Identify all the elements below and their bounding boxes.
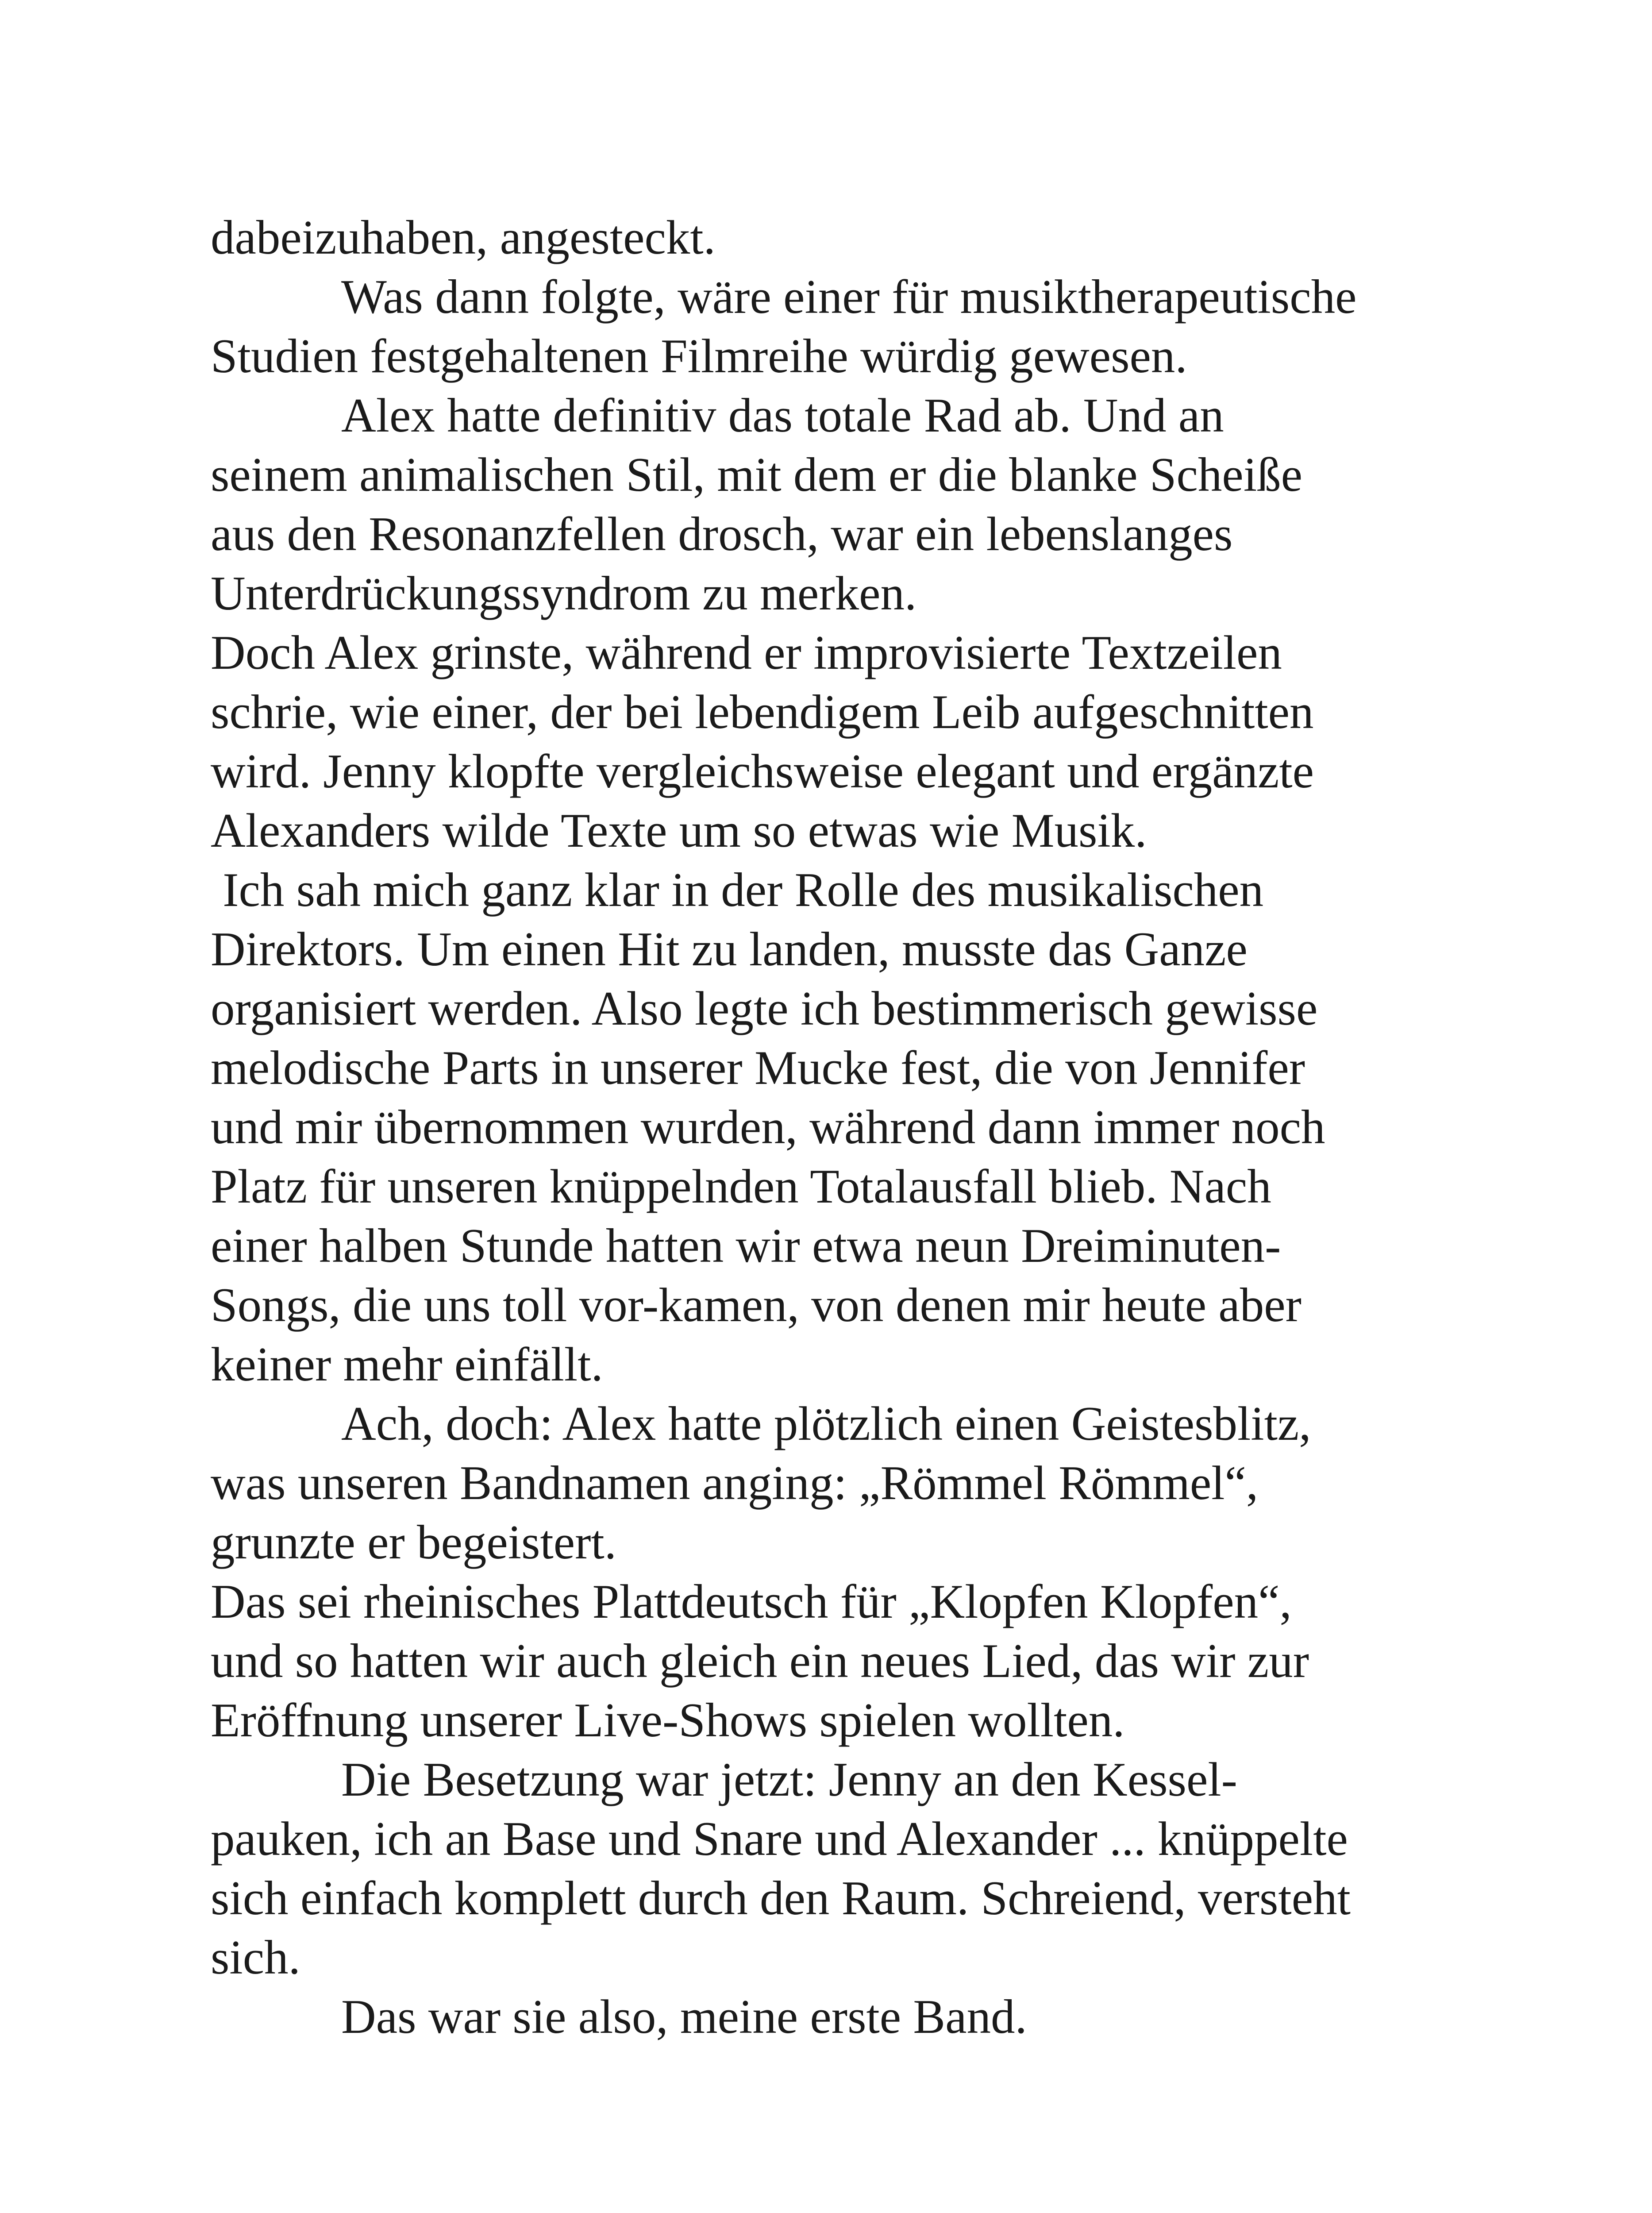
text-line: Alexanders wilde Texte um so etwas wie Musik. bbox=[211, 804, 1147, 857]
text-line: grunzte er begeistert. bbox=[211, 1515, 616, 1569]
text-line: Ich sah mich ganz klar in der Rolle des musikalischen bbox=[211, 863, 1264, 917]
text-line: Was dann folgte, wäre einer für musiktherapeutische bbox=[341, 270, 1357, 324]
text-line: dabeizuhaben, angesteckt. bbox=[211, 211, 716, 264]
text-line: schrie, wie einer, der bei lebendigem Leib aufgeschnitten bbox=[211, 685, 1314, 739]
text-line: wird. Jenny klopfte vergleichsweise elegant und ergänzte bbox=[211, 744, 1314, 798]
text-line: und so hatten wir auch gleich ein neues Lied, das wir zur bbox=[211, 1634, 1309, 1688]
text-line: aus den Resonanzfellen drosch, war ein lebenslanges bbox=[211, 507, 1233, 561]
text-line: organisiert werden. Also legte ich bestimmerisch gewisse bbox=[211, 982, 1318, 1035]
text-line: sich einfach komplett durch den Raum. Schreiend, versteht bbox=[211, 1871, 1351, 1925]
text-line: Direktors. Um einen Hit zu landen, musste das Ganze bbox=[211, 922, 1248, 976]
text-line: melodische Parts in unserer Mucke fest, die von Jennifer bbox=[211, 1041, 1305, 1095]
text-line: keiner mehr einfällt. bbox=[211, 1338, 603, 1391]
text-line: was unseren Bandnamen anging: „Römmel Römmel“, bbox=[211, 1456, 1259, 1510]
text-line: seinem animalischen Stil, mit dem er die blanke Scheiße bbox=[211, 448, 1302, 501]
text-line: Unterdrückungssyndrom zu merken. bbox=[211, 567, 917, 620]
text-line: Eröffnung unserer Live-Shows spielen wollten. bbox=[211, 1693, 1125, 1747]
text-line: Alex hatte definitiv das totale Rad ab. Und an bbox=[341, 389, 1224, 442]
text-line: Studien festgehaltenen Filmreihe würdig gewesen. bbox=[211, 329, 1187, 383]
body-text bbox=[211, 208, 1476, 2047]
text-line: Doch Alex grinste, während er improvisierte Textzeilen bbox=[211, 626, 1282, 679]
text-line: einer halben Stunde hatten wir etwa neun Dreiminuten- bbox=[211, 1219, 1281, 1272]
text-line: sich. bbox=[211, 1931, 300, 1984]
text-line: Das sei rheinisches Plattdeutsch für „Klopfen Klopfen“, bbox=[211, 1575, 1292, 1628]
text-line: Platz für unseren knüppelnden Totalausfall blieb. Nach bbox=[211, 1160, 1271, 1213]
text-line: Die Besetzung war jetzt: Jenny an den Kessel- bbox=[341, 1753, 1237, 1806]
text-line: und mir übernommen wurden, während dann immer noch bbox=[211, 1100, 1325, 1154]
text-line: Songs, die uns toll vor-kamen, von denen mir heute aber bbox=[211, 1278, 1302, 1332]
text-line: Das war sie also, meine erste Band. bbox=[341, 1990, 1027, 2043]
text-line: pauken, ich an Base und Snare und Alexander ... knüppelte bbox=[211, 1812, 1348, 1866]
text-line: Ach, doch: Alex hatte plötzlich einen Geistesblitz, bbox=[341, 1397, 1311, 1450]
